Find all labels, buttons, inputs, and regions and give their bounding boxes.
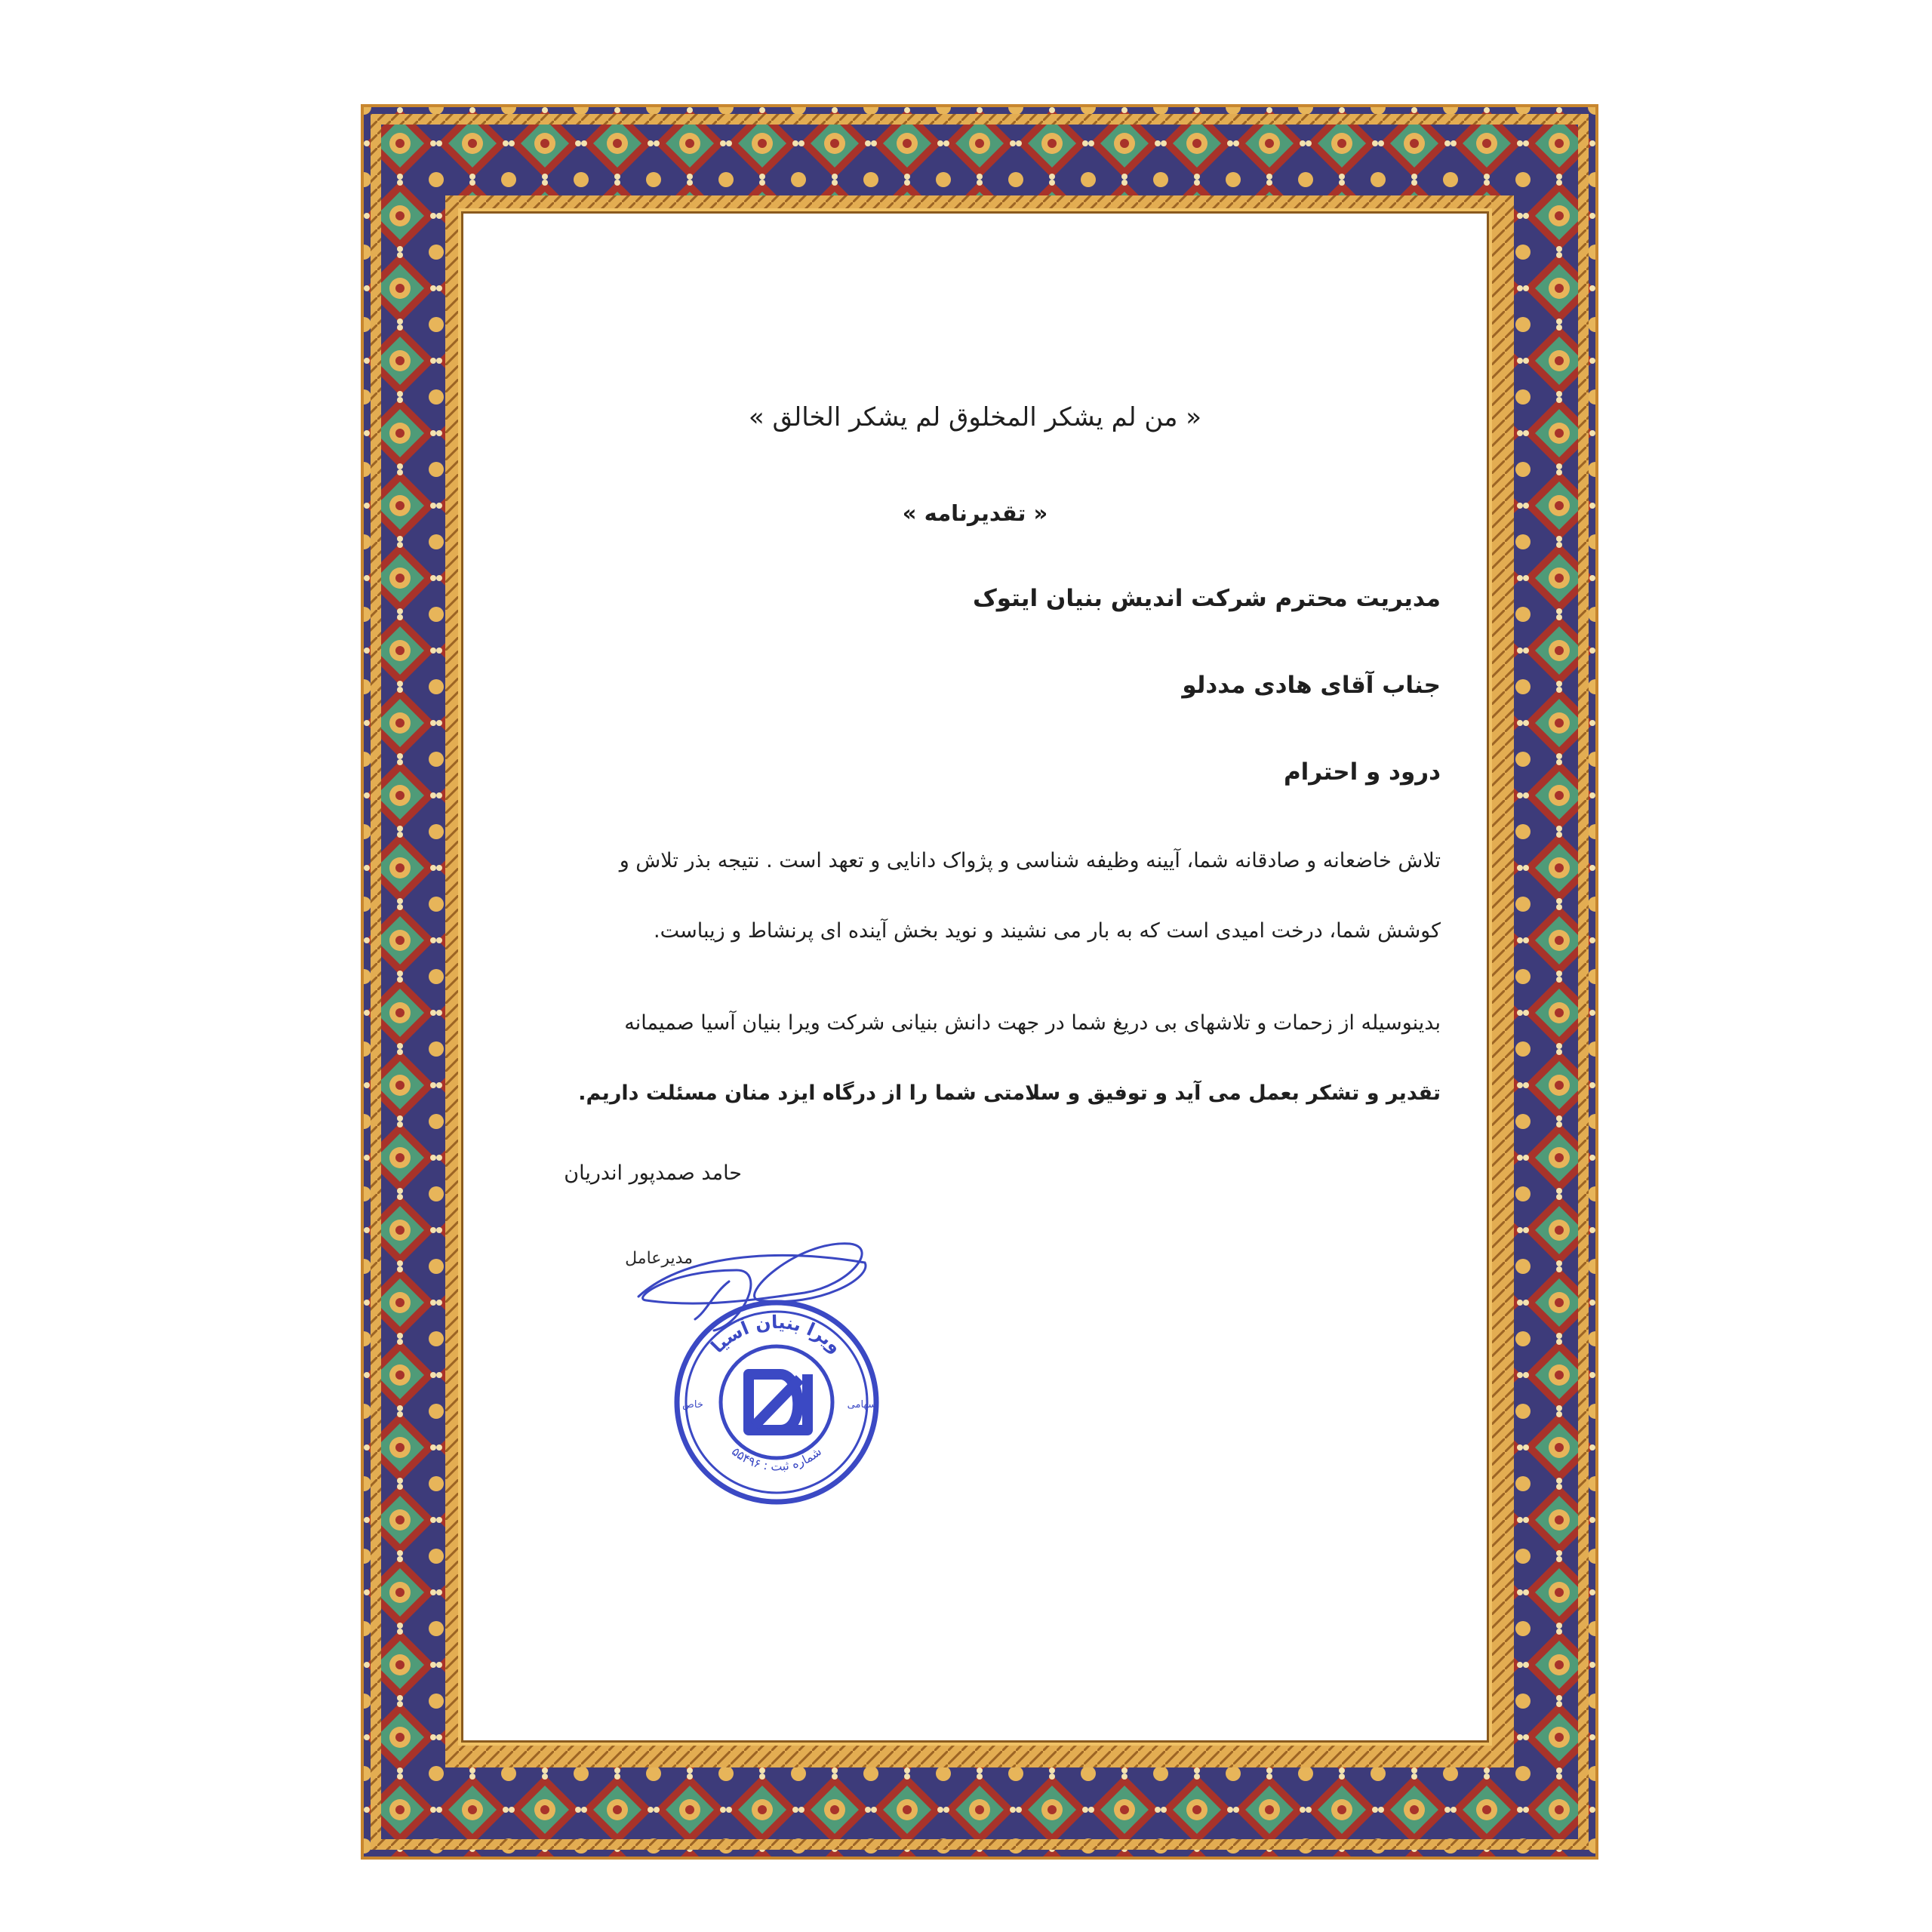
stamp-registration: شماره ثبت : ۵۵۴۹۶ [728, 1444, 825, 1474]
paragraph-2-line-2: تقدیر و تشکر بعمل می آید و توفیق و سلامتی شما را از درگاه ایزد منان مسئلت داریم. [578, 1081, 1441, 1105]
company-stamp [667, 1293, 886, 1512]
certificate-content [463, 214, 1487, 1740]
document-title: « تقدیرنامه » [902, 500, 1048, 526]
greeting: درود و احترام [1283, 758, 1441, 786]
certificate [361, 104, 1598, 1860]
stamp-side-left: خاص [682, 1399, 703, 1411]
vb-monogram-icon [749, 1374, 808, 1430]
stamp-side-right: سهامی [847, 1399, 877, 1411]
paragraph-2-line-1: بدینوسیله از زحمات و تلاشهای بی دریغ شما در جهت دانش بنیانی شرکت ویرا بنیان آسیا صمیمانه [624, 1011, 1441, 1035]
header-verse: « من لم یشکر المخلوق لم یشکر الخالق » [748, 402, 1202, 432]
signer-title: مدیرعامل [625, 1249, 693, 1268]
stamp-company-name: ویرا بنیان آسیا [706, 1311, 847, 1358]
signer-name: حامد صمدپور اندریان [564, 1161, 742, 1185]
paragraph-1-line-1: تلاش خاضعانه و صادقانه شما، آیینه وظیفه شناسی و پژواک دانایی و تعهد است . نتیجه بذر تلاش و [619, 849, 1441, 872]
recipient-organization: مدیریت محترم شرکت اندیش بنیان ایتوک [972, 585, 1441, 612]
recipient-name: جناب آقای هادی مددلو [1182, 672, 1441, 699]
paragraph-1-line-2: کوشش شما، درخت امیدی است که به بار می نشیند و نوید بخش آینده ای پرنشاط و زیباست. [654, 919, 1441, 943]
